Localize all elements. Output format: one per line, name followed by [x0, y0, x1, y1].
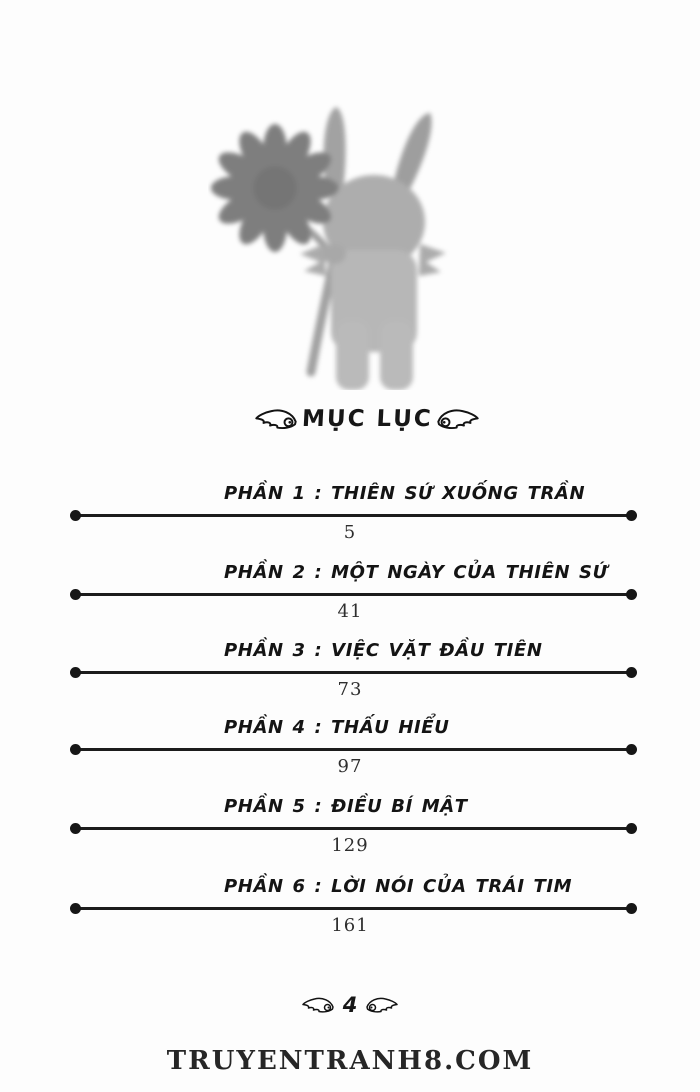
bunny-wing-right — [419, 244, 446, 276]
toc-divider-line — [75, 593, 632, 596]
toc-entry-title: PHẦN 3 : VIỆC VẶT ĐẦU TIÊN — [224, 640, 543, 661]
bunny-ear-left — [324, 107, 346, 190]
toc-entry-page-number: 97 — [337, 756, 363, 777]
toc-entry — [0, 876, 700, 946]
bunny-wing-left — [300, 244, 326, 276]
daisy-flower — [211, 124, 339, 252]
current-page-number: 4 — [342, 993, 358, 1017]
toc-divider-line — [75, 514, 632, 517]
toc-entry-page-number: 73 — [337, 679, 363, 700]
toc-entry-title: PHẦN 2 : MỘT NGÀY CỦA THIÊN SỨ — [224, 562, 608, 583]
toc-entry — [0, 717, 700, 787]
toc-entry — [0, 562, 700, 632]
site-watermark: TRUYENTRANH8.COM — [166, 1046, 534, 1076]
toc-entry — [0, 483, 700, 553]
toc-entry — [0, 796, 700, 866]
toc-divider-line — [75, 827, 632, 830]
toc-entry-page-number: 5 — [343, 522, 357, 543]
page-indicator — [0, 993, 700, 1017]
toc-entry-title: PHẦN 4 : THẤU HIỂU — [224, 717, 450, 738]
toc-divider-line — [75, 748, 632, 751]
toc-entry — [0, 640, 700, 710]
wing-left-icon — [255, 406, 297, 432]
bunny-with-flower-sketch — [208, 98, 460, 390]
wing-right-icon — [437, 406, 479, 432]
toc-entry-title: PHẦN 6 : LỜI NÓI CỦA TRÁI TIM — [224, 876, 573, 897]
toc-divider-line — [75, 907, 632, 910]
wing-left-icon — [302, 995, 334, 1015]
wing-right-icon — [366, 995, 398, 1015]
toc-divider-line — [75, 671, 632, 674]
toc-entry-title: PHẦN 5 : ĐIỀU BÍ MẬT — [224, 796, 468, 817]
page-title: MỤC LỤC — [300, 406, 434, 432]
toc-entry-title: PHẦN 1 : THIÊN SỨ XUỐNG TRẦN — [224, 483, 586, 504]
toc-entry-page-number: 41 — [337, 601, 363, 622]
toc-entry-page-number: 129 — [331, 835, 369, 856]
toc-entry-page-number: 161 — [331, 915, 369, 936]
toc-heading — [17, 406, 700, 432]
